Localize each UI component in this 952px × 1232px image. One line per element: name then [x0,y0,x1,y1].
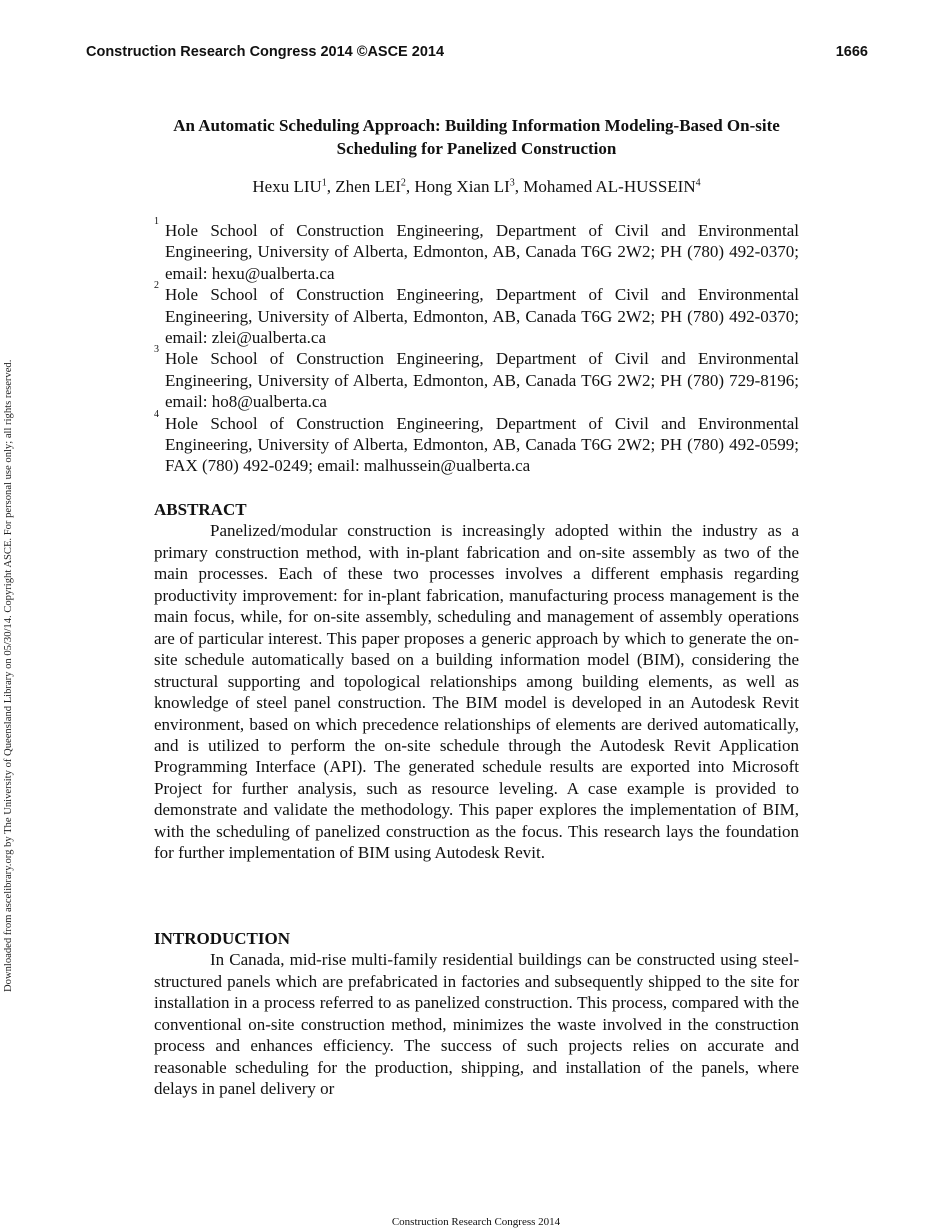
introduction-section [154,928,799,1100]
affiliation-number: 1 [154,216,159,227]
paper-title: An Automatic Scheduling Approach: Building Information Modeling-Based On-site Scheduling for Panelized Construction [173,116,780,158]
abstract-text: Panelized/modular construction is increasingly adopted within the industry as a primary construction method, with in-plant fabrication and on-site assembly as two of the main processes. Each of these two processes involves a different emphasis regarding productivity improvement: for in-plant fabrication, manufacturing process management is the main focus, while, for on-site assembly, scheduling and management of assembly operations are of particular interest. This paper proposes a generic approach by which to generate the on-site schedule automatically based on a building information model (BIM), considering the structural supporting and topological relationships among building elements, as well as knowledge of steel panel construction. The BIM model is developed in an Autodesk Revit environment, based on which precedence relationships of elements are derived automatically, and is utilized to perform the on-site schedule through the Autodesk Revit Application Programming Interface (API). The generated schedule results are exported into Microsoft Project for further analysis, such as resource leveling. A case example is provided to demonstrate and validate the methodology. This paper explores the implementation of BIM, with the scheduling of panelized construction as the focus. This research lays the foundation for further implementation of BIM using Autodesk Revit. [154,521,799,863]
author-name: Hong Xian LI [414,177,510,196]
affiliation-list [154,216,799,477]
abstract-heading: ABSTRACT [154,500,247,519]
introduction-heading: INTRODUCTION [154,929,291,948]
affiliation-number: 4 [154,408,159,420]
affiliation-mark: 1 [321,177,327,189]
conference-header: Construction Research Congress 2014 ©ASCE 2014 [86,44,445,60]
author-name: Mohamed AL-HUSSEIN [523,177,696,196]
page-number: 1666 [835,44,868,60]
affiliation [154,408,799,477]
affiliation-text: Hole School of Construction Engineering, Department of Civil and Environmental Engineering, University of Alberta, Edmonton, AB, Canada T6G 2W2; PH (780) 729-8196; email: ho8@ualberta.ca [165,349,799,412]
affiliation-mark: 2 [400,177,406,189]
affiliation-text: Hole School of Construction Engineering, Department of Civil and Environmental Engineering, University of Alberta, Edmonton, AB, Canada T6G 2W2; PH (780) 492-0370; email: zlei@ualberta.ca [165,285,799,348]
affiliation-text: Hole School of Construction Engineering, Department of Civil and Environmental Engineering, University of Alberta, Edmonton, AB, Canada T6G 2W2; PH (780) 492-0370; email: hexu@ualberta.ca [165,221,799,283]
introduction-text: In Canada, mid-rise multi-family residential buildings can be constructed using steel-structured panels which are prefabricated in factories and subsequently shipped to the site for installation in a process referred to as panelized construction. This process, compared with the conventional on-site construction method, minimizes the waste involved in the construction process and enhances efficiency. The success of such projects relies on accurate and reasonable scheduling for the production, shipping, and installation of the panels, where delays in panel delivery or [154,950,799,1099]
affiliation-number: 2 [154,280,159,292]
author-separator: , [514,177,524,196]
affiliation-mark: 4 [695,177,701,189]
affiliation [154,280,799,348]
affiliation-text: Hole School of Construction Engineering, Department of Civil and Environmental Engineering, University of Alberta, Edmonton, AB, Canada T6G 2W2; PH (780) 492-0599; FAX (780) 492-0249; email: malhussein@ualberta.ca [165,413,799,476]
download-notice: Downloaded from ascelibrary.org by The University of Queensland Library on 05/30/14. Copyright ASCE. For personal use only; all rights reserved. [3,359,14,992]
abstract-section [154,499,799,864]
affiliation-mark: 3 [509,177,515,189]
page-footer: Construction Research Congress 2014 [391,1216,561,1228]
author-separator: , [326,177,336,196]
author-separator: , [405,177,415,196]
author-name: Hexu LIU [252,177,322,196]
author-name: Zhen LEI [335,177,401,196]
affiliation-number: 3 [154,344,159,356]
affiliation [154,216,799,284]
affiliation [154,344,799,412]
author-list [154,176,799,198]
